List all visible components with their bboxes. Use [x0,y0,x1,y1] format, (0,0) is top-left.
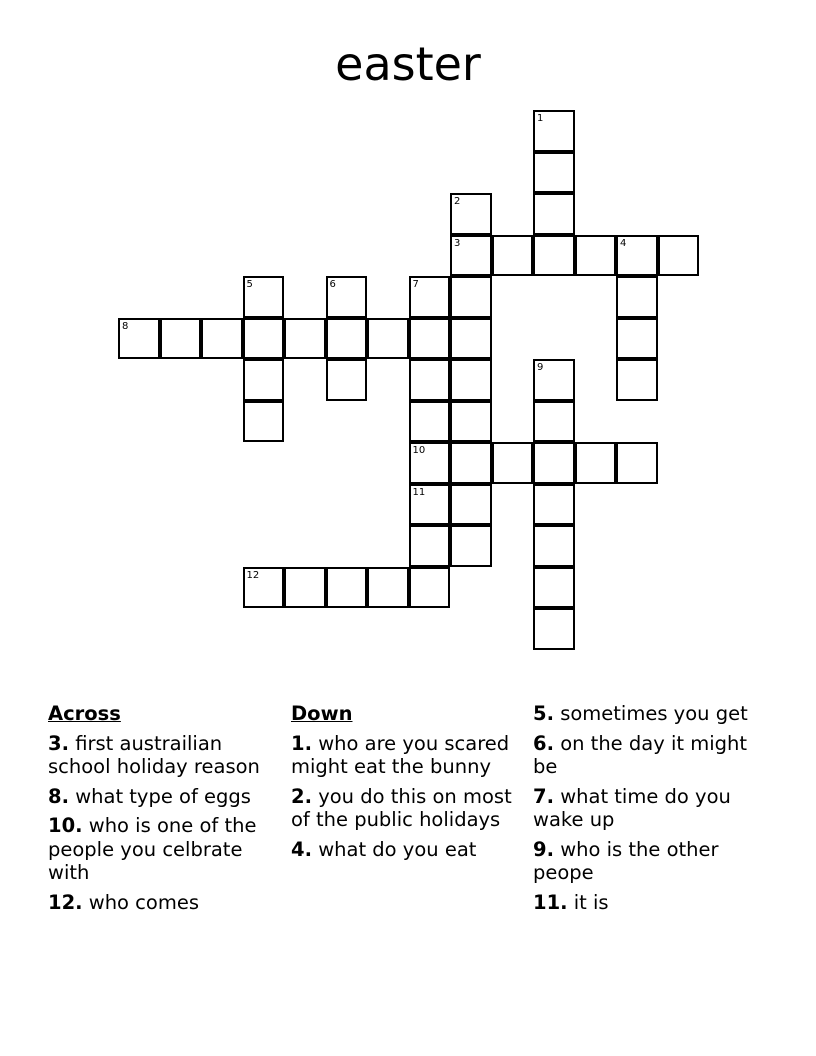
down-heading: Down [291,702,353,725]
crossword-cell[interactable] [533,193,575,235]
cell-number: 7 [412,279,419,290]
cell-number: 3 [454,237,461,249]
crossword-cell[interactable] [450,318,492,360]
crossword-cell[interactable] [450,401,492,443]
crossword-cell[interactable] [616,318,658,360]
clue-number: 12. [48,890,83,914]
crossword-cell[interactable] [492,235,534,277]
crossword-cell[interactable] [450,276,492,318]
crossword-cell[interactable] [284,318,326,360]
crossword-cell[interactable] [533,608,575,650]
crossword-cell[interactable] [450,484,492,526]
crossword-cell[interactable] [616,276,658,318]
crossword-cell[interactable] [533,359,575,401]
crossword-cell[interactable] [409,276,451,318]
clue-number: 3. [48,731,69,755]
page-title: easter [335,37,481,91]
cell-number: 5 [246,279,253,290]
crossword-cell[interactable] [409,442,451,484]
clue-number: 2. [291,784,312,808]
down-clue-5 [533,702,773,726]
crossword-cell[interactable] [326,318,368,360]
crossword-cell[interactable] [367,318,409,360]
clue-text: you do this on most of the public holidays [291,784,512,831]
crossword-cell[interactable] [616,359,658,401]
cell-number: 6 [329,279,336,290]
crossword-cell[interactable] [243,401,285,443]
cell-number: 10 [412,445,426,456]
clue-number: 11. [533,890,568,914]
clue-number: 7. [533,784,554,808]
crossword-cell[interactable] [533,152,575,194]
crossword-cell[interactable] [533,442,575,484]
crossword-cell[interactable] [326,276,368,318]
cell-number: 4 [620,237,627,249]
clue-text: on the day it might be [533,731,747,778]
clue-number: 8. [48,784,69,808]
crossword-cell[interactable] [616,442,658,484]
crossword-cell[interactable] [160,318,202,360]
cell-number: 8 [122,320,129,332]
crossword-cell[interactable] [243,567,285,609]
crossword-cell[interactable] [409,359,451,401]
down-clue-1 [291,732,529,779]
cell-number: 2 [454,196,461,207]
crossword-cell[interactable] [533,484,575,526]
crossword-cell[interactable] [658,235,700,277]
clue-number: 5. [533,702,554,725]
cell-number: 12 [246,569,260,581]
crossword-cell[interactable] [450,193,492,235]
crossword-cell[interactable] [533,401,575,443]
crossword-cell[interactable] [118,318,160,360]
clue-text: what do you eat [318,837,477,861]
crossword-cell[interactable] [450,359,492,401]
cell-number: 9 [537,362,544,373]
clue-number: 9. [533,837,554,861]
down-clue-11 [533,891,773,915]
across-clues-column [48,702,288,920]
crossword-cell[interactable] [533,235,575,277]
crossword-cell[interactable] [367,567,409,609]
clue-number: 1. [291,731,312,755]
down-clue-6 [533,732,773,779]
down-clues-column-continued [533,702,773,920]
crossword-cell[interactable] [243,318,285,360]
crossword-cell[interactable] [409,567,451,609]
cell-number: 1 [537,113,544,124]
down-clues-column [291,702,529,867]
across-clue-10 [48,814,288,885]
crossword-cell[interactable] [492,442,534,484]
clue-number: 6. [533,731,554,755]
down-clue-9 [533,838,773,885]
down-clue-7 [533,785,773,832]
crossword-cell[interactable] [450,525,492,567]
crossword-cell[interactable] [409,318,451,360]
crossword-cell[interactable] [243,359,285,401]
clue-text: who is one of the people you celbrate with [48,814,257,884]
crossword-cell[interactable] [575,442,617,484]
crossword-cell[interactable] [450,235,492,277]
clue-text: what type of eggs [75,784,251,808]
clue-text: who comes [88,890,199,914]
clue-text: who is the other peope [533,837,719,884]
crossword-cell[interactable] [243,276,285,318]
clue-number: 4. [291,837,312,861]
clue-text: who are you scared might eat the bunny [291,731,510,778]
crossword-cell[interactable] [409,484,451,526]
cell-number: 11 [412,486,426,498]
crossword-cell[interactable] [326,359,368,401]
crossword-cell[interactable] [533,525,575,567]
clue-number: 10. [48,814,83,837]
across-clue-12 [48,891,288,915]
crossword-cell[interactable] [575,235,617,277]
crossword-cell[interactable] [284,567,326,609]
clue-text: it is [573,890,609,914]
crossword-cell[interactable] [201,318,243,360]
crossword-cell[interactable] [533,110,575,152]
across-clue-3 [48,732,288,779]
crossword-cell[interactable] [533,567,575,609]
crossword-cell[interactable] [409,525,451,567]
across-heading: Across [48,702,121,725]
crossword-cell[interactable] [409,401,451,443]
down-clue-4 [291,838,529,862]
clue-text: what time do you wake up [533,784,731,831]
crossword-cell[interactable] [616,235,658,277]
across-clue-8 [48,785,288,809]
down-clue-2 [291,785,529,832]
clue-text: sometimes you get [560,702,748,725]
crossword-cell[interactable] [450,442,492,484]
clue-text: first austrailian school holiday reason [48,731,260,778]
crossword-cell[interactable] [326,567,368,609]
